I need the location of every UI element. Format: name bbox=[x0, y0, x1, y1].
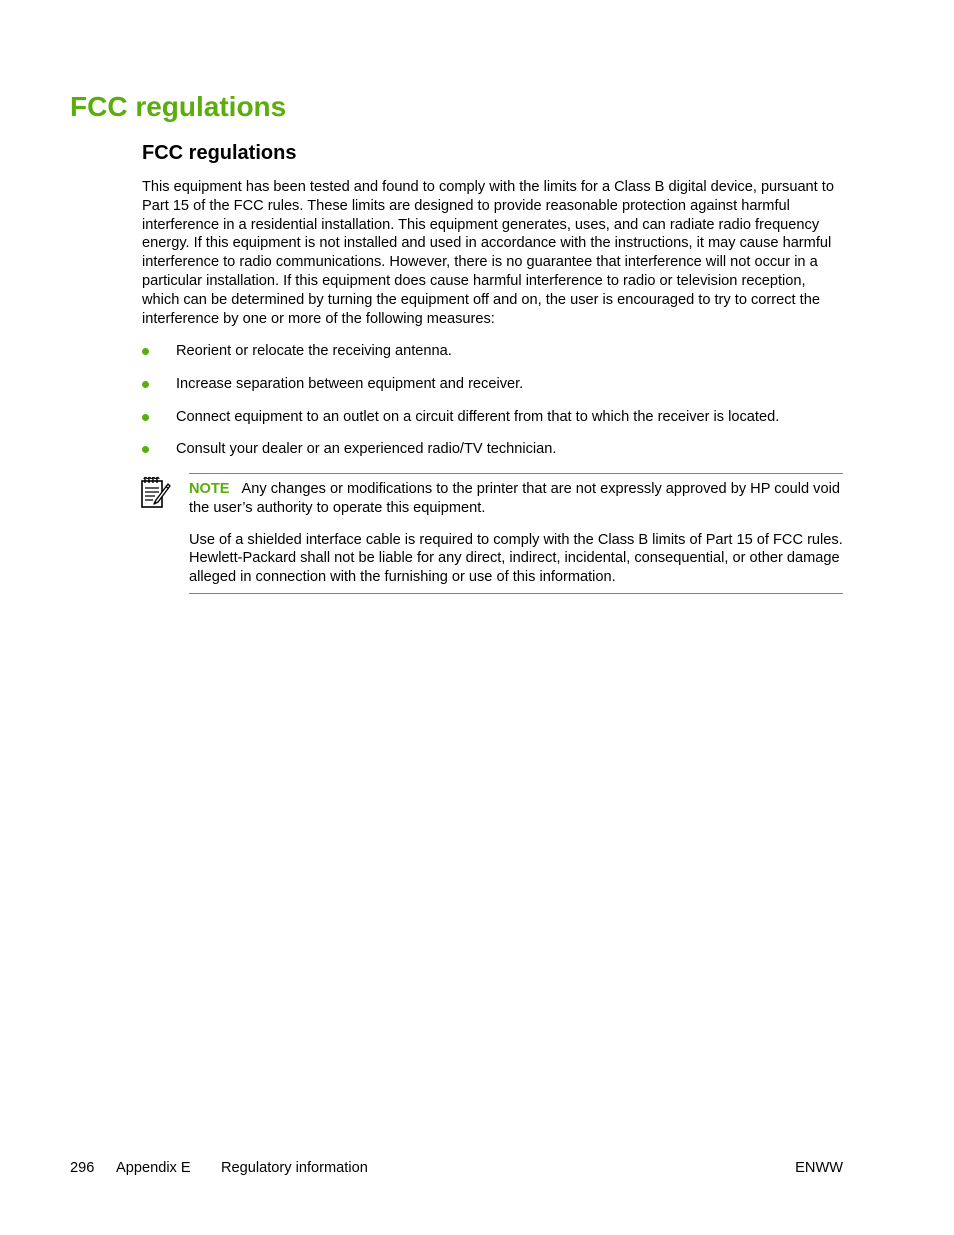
bullet-dot-icon bbox=[142, 348, 149, 355]
note-label: NOTE bbox=[189, 481, 230, 497]
measures-list bbox=[142, 342, 845, 473]
page-number: 296 bbox=[70, 1160, 95, 1176]
list-item bbox=[142, 342, 845, 375]
note-box bbox=[189, 473, 843, 594]
note-pad-pencil-icon bbox=[140, 476, 172, 510]
bullet-dot-icon bbox=[142, 381, 149, 388]
list-item bbox=[142, 408, 845, 441]
bullet-dot-icon bbox=[142, 446, 149, 453]
list-item-text: Reorient or relocate the receiving antenna. bbox=[176, 343, 452, 359]
list-item bbox=[142, 375, 845, 408]
appendix-label: Appendix E bbox=[116, 1160, 191, 1176]
list-item bbox=[142, 440, 845, 473]
list-item-text: Consult your dealer or an experienced radio/TV technician. bbox=[176, 441, 557, 458]
chapter-title: FCC regulations bbox=[70, 91, 287, 122]
list-item-text: Connect equipment to an outlet on a circuit different from that to which the receiver is located. bbox=[176, 408, 780, 425]
note-first-paragraph bbox=[189, 480, 843, 518]
bullet-dot-icon bbox=[142, 414, 149, 421]
section-title: FCC regulations bbox=[142, 142, 297, 164]
note-second-paragraph: Use of a shielded interface cable is required to comply with the Class B limits of Part 15 of FCC rules. Hewlett-Packard shall not be liable for any direct, indirect, incidental, consequential, or other damage alleged in connection with the furnishing or use of this information. bbox=[189, 531, 843, 586]
list-item-text: Increase separation between equipment and receiver. bbox=[176, 375, 524, 392]
note-text: Any changes or modifications to the printer that are not expressly approved by HP could void the user’s authority to operate this equipment. bbox=[189, 481, 840, 516]
document-code: ENWW bbox=[795, 1160, 843, 1176]
appendix-title: Regulatory information bbox=[221, 1160, 368, 1176]
body-paragraph: This equipment has been tested and found to comply with the limits for a Class B digital device, pursuant to Part 15 of the FCC rules. These limits are designed to provide reasonable protection against harmful interference in a residential installation. This equipment generates, uses, and can radiate radio frequency energy. If this equipment is not installed and used in accordance with the instructions, it may cause harmful interference to radio communications. However, there is no guarantee that interference will not occur in a particular installation. If this equipment does cause harmful interference to radio or television reception, which can be determined by turning the equipment off and on, the user is encouraged to try to correct the interference by one or more of the following measures: bbox=[142, 179, 834, 327]
